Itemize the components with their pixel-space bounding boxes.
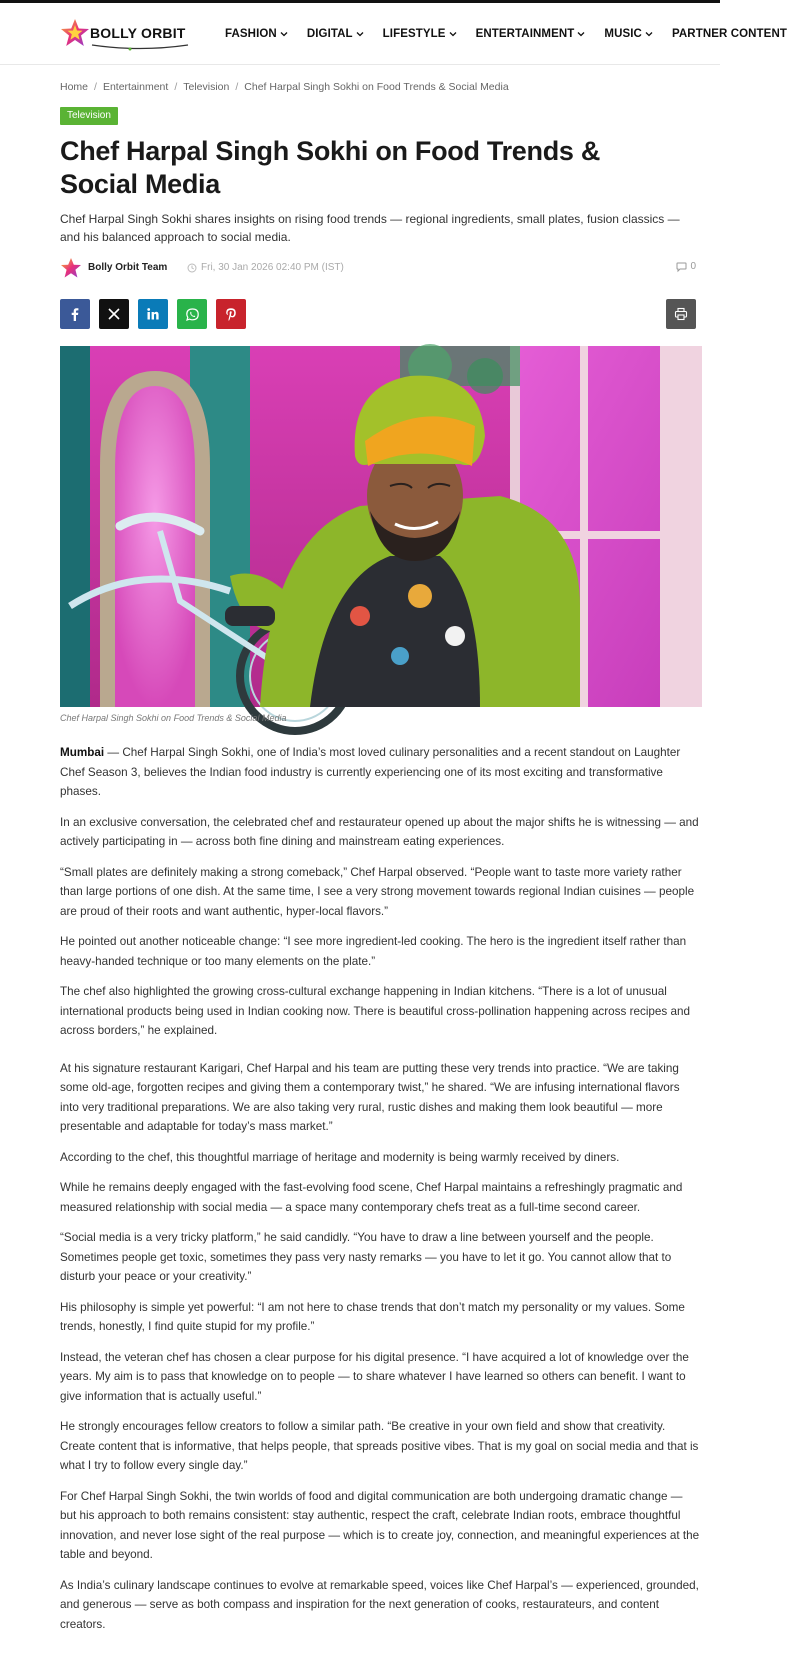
paragraph: The chef also highlighted the growing cross-cultural exchange happening in Indian kitchens. “There is a lot of unusual international products being used in Indian cooking now. There is beautiful cross-pollination happening across recipes and across borders,” he explained.	[60, 985, 691, 1037]
paragraph: His philosophy is simple yet powerful: “I am not here to chase trends that don’t match my personality or my values. Some trends, honestly, I find quite stupid for my profile.”	[60, 1300, 685, 1333]
x-icon	[107, 307, 121, 321]
logo-star-icon	[60, 18, 90, 48]
print-button[interactable]	[666, 299, 696, 329]
pinterest-icon	[224, 307, 238, 321]
share-whatsapp-button[interactable]	[177, 299, 207, 329]
paragraph: In an exclusive conversation, the celebrated chef and restaurateur opened up about the major shifts he is witnessing — and actively participating in — across both fine dining and mainstream eating experiences.	[60, 815, 699, 848]
category-badge[interactable]: Television	[60, 107, 118, 125]
nav-item-partner-content[interactable]	[672, 28, 787, 40]
nav-label: FASHION	[225, 28, 277, 40]
nav-item-fashion[interactable]	[225, 28, 288, 40]
breadcrumb-separator: /	[235, 81, 239, 93]
article-subtitle: Chef Harpal Singh Sokhi shares insights on rising food trends — regional ingredients, small plates, fusion classics — and his balanced approach to social media.	[60, 212, 680, 244]
nav-item-digital[interactable]	[307, 28, 364, 40]
share-linkedin-button[interactable]	[138, 299, 168, 329]
paragraph: At his signature restaurant Karigari, Chef Harpal and his team are putting these very trends into practice. “We are taking some old-age, forgotten recipes and giving them a contemporary twist,” he shared. “We are infusing international flavors into very traditional preparations. We are also taking very rural, rustic dishes and making them look beautiful — more presentable and adaptable for today’s mass market.”	[60, 1061, 680, 1133]
logo-swoosh	[90, 43, 190, 51]
publish-date-text: Fri, 30 Jan 2026 02:40 PM (IST)	[201, 262, 344, 273]
paragraph: While he remains deeply engaged with the fast-evolving food scene, Chef Harpal maintains a refreshingly pragmatic and measured relationship with social media — a space many contemporary chefs treat as a full-time second career.	[60, 1181, 683, 1214]
nav-label: ENTERTAINMENT	[475, 28, 575, 40]
clock-icon	[187, 263, 197, 273]
breadcrumb-separator: /	[94, 81, 97, 93]
breadcrumb	[60, 81, 509, 93]
whatsapp-icon	[185, 307, 200, 322]
comment-count[interactable]	[676, 261, 696, 272]
logo-text: BOLLY ORBIT	[90, 25, 186, 41]
nav-item-entertainment[interactable]	[476, 28, 586, 40]
chevron-down-icon	[449, 30, 457, 38]
breadcrumb-home[interactable]: Home	[60, 81, 89, 93]
paragraph: He strongly encourages fellow creators to follow a similar path. “Be creative in your own field and show that creativity. Create content that is informative, that helps people, that spreads positive vibes. That is my goal on social media and that is what I try to follow every single day.”	[60, 1420, 699, 1472]
paragraph: As India’s culinary landscape continues to evolve at remarkable speed, voices like Chef Harpal’s — experienced, grounded, and generous — serve as both compass and inspiration for the next generation of cooks, restaurateurs, and content creators.	[60, 1578, 699, 1631]
hero-image	[60, 346, 702, 707]
paragraph: For Chef Harpal Singh Sokhi, the twin worlds of food and digital communication are both undergoing dramatic change — but his approach to both remains consistent: stay authentic, respect the craft, celebrate Indian roots, embrace thoughtful innovation, and never lose sight of the real purpose — which is to create joy, connection, and meaningful experiences at the table and beyond.	[60, 1489, 700, 1561]
chevron-down-icon	[577, 30, 585, 38]
article-body	[60, 743, 700, 1645]
chevron-down-icon	[280, 30, 288, 38]
hero-photo-illustration	[60, 346, 702, 707]
breadcrumb-separator: /	[174, 81, 178, 93]
comment-count-text: 0	[690, 261, 696, 272]
nav-label: DIGITAL	[306, 28, 353, 40]
nav-item-music[interactable]	[604, 28, 653, 40]
image-caption: Chef Harpal Singh Sokhi on Food Trends & Social Media	[60, 713, 287, 723]
dateline: Mumbai	[60, 746, 105, 759]
site-header	[0, 3, 787, 65]
author-name[interactable]: Bolly Orbit Team	[88, 262, 168, 273]
nav-label: MUSIC	[604, 28, 642, 40]
paragraph: “Small plates are definitely making a strong comeback,” Chef Harpal observed. “People want to taste more variety rather than large portions of one dish. At the same time, I see a very strong movement towards regional Indian cuisines — people are proud of their roots and want authentic, hyper-local flavors.”	[60, 865, 695, 918]
facebook-icon	[68, 307, 82, 321]
paragraph: “Social media is a very tricky platform,” he said candidly. “You have to draw a line between yourself and the people. Sometimes people get toxic, sometimes they pass very nasty remarks — you have to let it go. You cannot allow that to disturb your peace or your creativity.”	[60, 1231, 672, 1283]
breadcrumb-current: Chef Harpal Singh Sokhi on Food Trends & Social Media	[244, 81, 509, 93]
site-logo[interactable]	[60, 16, 195, 52]
paragraph: Instead, the veteran chef has chosen a clear purpose for his digital presence. “I have acquired a lot of knowledge over the years. My aim is to pass that knowledge on to people — to share whatever I have learned so others can benefit. I want to give information that is actually useful.”	[60, 1350, 689, 1403]
comment-icon	[676, 262, 687, 272]
share-facebook-button[interactable]	[60, 299, 90, 329]
author-avatar[interactable]	[60, 257, 82, 279]
share-pinterest-button[interactable]	[216, 299, 246, 329]
breadcrumb-entertainment[interactable]: Entertainment	[102, 81, 169, 93]
print-icon	[674, 307, 688, 321]
linkedin-icon	[146, 307, 160, 321]
nav-label: LIFESTYLE	[382, 28, 446, 40]
article-title: Chef Harpal Singh Sokhi on Food Trends & Social Media	[60, 136, 601, 199]
share-x-button[interactable]	[99, 299, 129, 329]
nav-label: PARTNER CONTENT	[671, 28, 787, 40]
lead-paragraph	[60, 743, 700, 802]
article-meta	[60, 257, 696, 281]
nav-item-lifestyle[interactable]	[383, 28, 457, 40]
chevron-down-icon	[356, 30, 364, 38]
chevron-down-icon	[645, 30, 653, 38]
paragraph: He pointed out another noticeable change: “I see more ingredient-led cooking. The hero is the ingredient itself rather than heavy-handed technique or too many elements on the plate.”	[60, 935, 687, 968]
lead-text: — Chef Harpal Singh Sokhi, one of India’s most loved culinary personalities and a recent standout on Laughter Chef Season 3, believes the Indian food industry is currently experiencing one of its most exciting and transformative phases.	[60, 746, 681, 798]
main-nav	[225, 3, 806, 65]
breadcrumb-television[interactable]: Television	[183, 81, 230, 93]
paragraph: According to the chef, this thoughtful marriage of heritage and modernity is being warmly received by diners.	[60, 1150, 620, 1164]
share-bar	[60, 299, 696, 329]
publish-date	[187, 262, 344, 273]
